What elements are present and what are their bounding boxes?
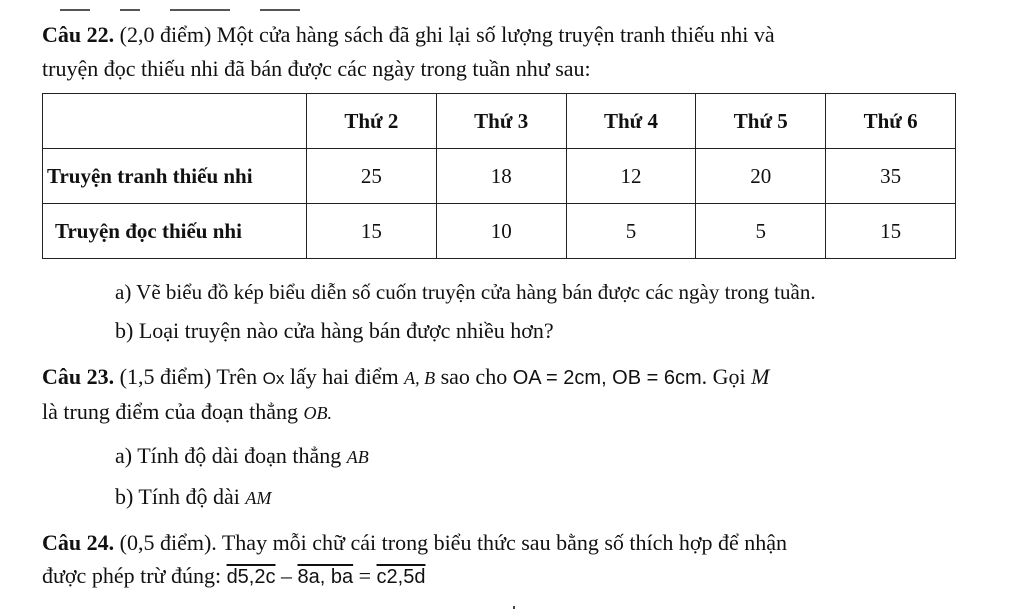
q23-m: M [751,364,770,389]
table-header-cell: Thứ 4 [566,94,696,149]
q23-ab: AB [346,447,369,467]
stray-mark [513,606,515,609]
q24-label: Câu 24. [42,530,115,555]
table-row [43,204,956,259]
q24-minus: – [275,563,298,588]
q23-text-1: (1,5 điểm) Trên [114,364,263,389]
table-header-cell: Thứ 3 [436,94,566,149]
sales-table [42,93,956,259]
q24-term-2: 8a, ba [297,566,354,588]
q22-part-b: b) Loại truyện nào cửa hàng bán được nhiều hơn? [115,318,554,343]
table-cell: 15 [826,204,956,259]
top-marks [40,0,320,4]
q24-intro: (0,5 điểm). Thay mỗi chữ cái trong biểu thức sau bằng số thích hợp để nhận [114,530,788,555]
q23-am: AM [245,488,272,508]
table-cell: 20 [696,149,826,204]
q22-label: Câu 22. [42,22,115,47]
table-header-cell [43,94,307,149]
table-header-cell: Thứ 6 [826,94,956,149]
table-row [43,149,956,204]
q23-label: Câu 23. [42,364,115,389]
q24-line2-text: được phép trừ đúng: [42,563,227,588]
q23-line2-text: là trung điểm của đoạn thẳng [42,399,304,424]
q23-text-2: lấy hai điểm [284,364,405,389]
q23-expr: OA = 2cm, OB = 6cm [512,367,702,389]
q24-line1 [42,530,787,556]
q23-ob: OB. [303,403,332,423]
table-header-cell: Thứ 5 [696,94,826,149]
q23-line1 [42,364,770,392]
table-cell: 5 [566,204,696,259]
q23-part-a [115,443,369,470]
table-cell: 35 [826,149,956,204]
row-label: Truyện đọc thiếu nhi [43,204,307,259]
q22-intro: (2,0 điểm) Một cửa hàng sách đã ghi lại số lượng truyện tranh thiếu nhi và [114,22,775,47]
cropped-text-marks [40,9,320,13]
table-header-cell: Thứ 2 [307,94,437,149]
q23-part-a-text: a) Tính độ dài đoạn thẳng [115,443,347,468]
q22-line2: truyện đọc thiếu nhi đã bán được các ngày trong tuần như sau: [42,56,591,81]
q23-part-b [115,484,271,511]
q24-term-1: d5,2c [226,566,276,588]
q24-line2 [42,563,425,590]
table-cell: 12 [566,149,696,204]
q24-result: c2,5d [376,566,426,588]
q23-ox: Ox [262,369,285,388]
q23-text-3: sao cho [435,364,513,389]
q22-part-a: a) Vẽ biểu đồ kép biểu diễn số cuốn truyện cửa hàng bán được các ngày trong tuần. [115,280,816,304]
table-cell: 5 [696,204,826,259]
table-cell: 10 [436,204,566,259]
q24-equals: = [353,563,377,588]
q23-part-b-text: b) Tính độ dài [115,484,246,509]
q23-line2 [42,399,332,426]
row-label: Truyện tranh thiếu nhi [43,149,307,204]
table-cell: 15 [307,204,437,259]
table-header-row [43,94,956,149]
q23-points: A, B [404,368,436,388]
q22-line1 [42,22,775,48]
q23-text-4: . Gọi [701,364,752,389]
table-cell: 25 [307,149,437,204]
table-cell: 18 [436,149,566,204]
